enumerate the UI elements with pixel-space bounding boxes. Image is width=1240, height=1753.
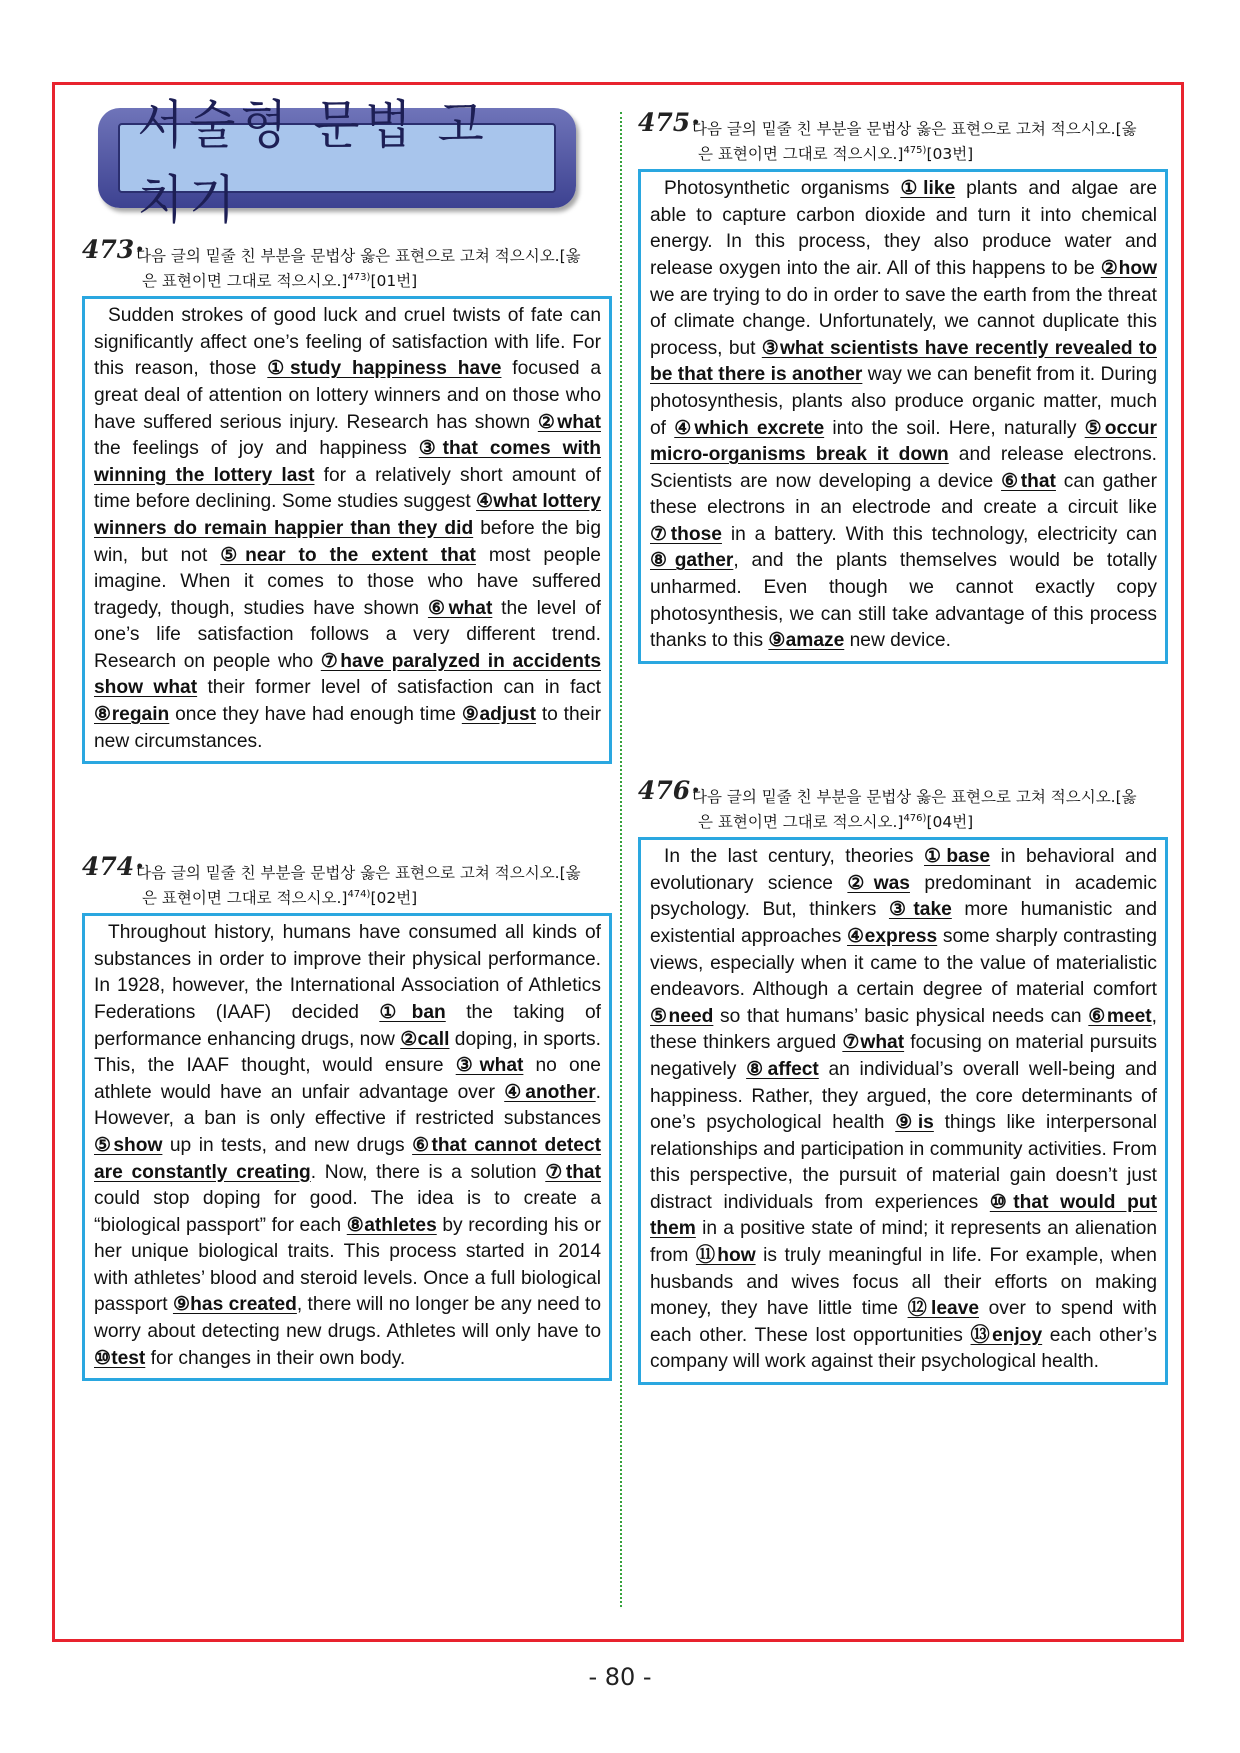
question-473 bbox=[82, 235, 612, 764]
passage-text: up in tests, and new drugs bbox=[162, 1134, 413, 1156]
underlined-blank: ⑧regain bbox=[94, 704, 170, 726]
question-475 bbox=[638, 108, 1168, 664]
instruction-line-1: 다음 글의 밑줄 친 부분을 문법상 옳은 표현으로 고쳐 적으시오.[옳 bbox=[136, 247, 581, 265]
question-tag: [01번] bbox=[370, 272, 418, 291]
underlined-blank: ⑩that would put them bbox=[650, 1191, 1157, 1240]
footnote-ref: 473) bbox=[347, 272, 371, 283]
underlined-blank: ⑬enjoy bbox=[970, 1324, 1043, 1346]
question-tag: [03번] bbox=[926, 145, 974, 164]
passage-text: could stop doping for good. The idea is to create a “biological passport” for each bbox=[94, 1188, 601, 1236]
passage-text: more humanistic and existential approaches bbox=[650, 899, 1157, 947]
underlined-blank: ①ban bbox=[379, 1001, 446, 1023]
underlined-blank: ②how bbox=[1100, 257, 1157, 279]
passage-text: in a battery. With this technology, electricity can bbox=[721, 523, 1158, 545]
passage-box bbox=[638, 169, 1168, 664]
passage-text: before the big win, but not bbox=[94, 517, 601, 566]
passage-text: over to spend with each other. These lost opportunities bbox=[650, 1298, 1157, 1346]
underlined-blank: ④another bbox=[504, 1081, 596, 1103]
underlined-blank: ⑥what bbox=[427, 597, 493, 619]
underlined-blank: ⑫leave bbox=[907, 1298, 979, 1320]
passage-text: so that humans’ basic physical needs can bbox=[713, 1005, 1089, 1027]
passage-text: their former level of satisfaction can in fact bbox=[197, 677, 601, 699]
instruction-line-2: 은 표현이면 그대로 적으시오.] bbox=[698, 813, 904, 832]
passage-text: the level of one’s life satisfaction follows a very different trend. Research on people who bbox=[94, 597, 601, 672]
question-tag: [02번] bbox=[370, 889, 418, 908]
passage-text: new device. bbox=[844, 630, 951, 652]
underlined-blank: ⑪how bbox=[695, 1245, 756, 1267]
passage-text: in a positive state of mind; it represents an alienation from bbox=[650, 1218, 1157, 1267]
underlined-blank: ②call bbox=[400, 1028, 450, 1050]
footnote-ref: 474) bbox=[347, 889, 371, 900]
passage-text: , these thinkers argued bbox=[650, 1005, 1157, 1054]
question-header bbox=[638, 108, 1168, 165]
underlined-blank: ④what lottery winners do remain happier than they did bbox=[94, 491, 601, 539]
instruction-line-1: 다음 글의 밑줄 친 부분을 문법상 옳은 표현으로 고쳐 적으시오.[옳 bbox=[692, 120, 1137, 138]
passage-text: by recording his or her unique biological traits. This process started in 2014 with athletes’ blood and steroid levels. Once a full biological passport bbox=[94, 1214, 601, 1316]
passage-text: focused a great deal of attention on lottery winners and on those who have suffered serious injury. Research has shown bbox=[94, 358, 602, 433]
passage-text: no one athlete would have an unfair advantage over bbox=[94, 1055, 601, 1103]
passage-text: . Now, there is a solution bbox=[310, 1161, 546, 1183]
passage-box bbox=[638, 837, 1168, 1385]
underlined-blank: ⑨amaze bbox=[768, 630, 845, 652]
question-number: 473 • bbox=[82, 239, 144, 261]
question-number: 475 • bbox=[638, 112, 700, 134]
passage-text: plants and algae are able to capture carbon dioxide and turn it into chemical energy. In this process, they also produce water and release oxygen into the air. All of this happens to be bbox=[650, 178, 1157, 279]
passage-text: doping, in sports. This, the IAAF thought, would ensure bbox=[94, 1028, 601, 1077]
title-banner bbox=[98, 96, 576, 231]
passage-text: we are trying to do in order to save the earth from the threat of climate change. Unfortunately, we cannot duplicate this process, but bbox=[650, 284, 1157, 359]
underlined-blank: ⑦what bbox=[842, 1032, 905, 1054]
underlined-blank: ⑧affect bbox=[746, 1058, 819, 1080]
question-tag: [04번] bbox=[926, 813, 974, 832]
passage-text: focusing on material pursuits negatively bbox=[650, 1032, 1157, 1080]
question-number: 474 • bbox=[82, 856, 144, 878]
underlined-blank: ⑨is bbox=[895, 1112, 934, 1134]
underlined-blank: ①base bbox=[924, 846, 991, 868]
underlined-blank: ②what bbox=[537, 411, 601, 433]
passage-text: in behavioral and evolutionary science bbox=[650, 846, 1158, 894]
passage-text: into the soil. Here, naturally bbox=[824, 417, 1085, 439]
passage-text: the taking of performance enhancing drugs, now bbox=[94, 1001, 601, 1050]
underlined-blank: ⑤occur micro-organisms break it down bbox=[650, 417, 1157, 466]
passage-text: can gather these electrons in an electrode and create a circuit like bbox=[650, 470, 1157, 519]
passage-text: Sudden strokes of good luck and cruel twists of fate can significantly affect one’s feeling of satisfaction with life. For this reason, those bbox=[94, 305, 601, 380]
underlined-blank: ③what bbox=[455, 1055, 524, 1077]
page-title: 서술형 문법 고치기 bbox=[137, 96, 490, 231]
underlined-blank: ⑨adjust bbox=[461, 704, 537, 726]
underlined-blank: ④which excrete bbox=[674, 417, 825, 439]
passage-text: an individual’s overall well-being and happiness. Rather, they argued, the core determinants of one’s psychological health bbox=[650, 1058, 1158, 1134]
underlined-blank: ③that comes with winning the lottery last bbox=[94, 438, 601, 486]
instruction-line-2: 은 표현이면 그대로 적으시오.] bbox=[142, 272, 348, 291]
instruction-line-2: 은 표현이면 그대로 적으시오.] bbox=[142, 889, 348, 908]
page-number: - 80 - bbox=[588, 1663, 652, 1691]
footnote-ref: 476) bbox=[903, 813, 927, 824]
underlined-blank: ⑦that bbox=[545, 1161, 601, 1183]
underlined-blank: ①like bbox=[900, 178, 956, 200]
column-divider bbox=[620, 112, 622, 1607]
question-header bbox=[82, 852, 612, 909]
passage-box bbox=[82, 913, 612, 1381]
underlined-blank: ⑧athletes bbox=[346, 1214, 437, 1236]
underlined-blank: ⑦have paralyzed in accidents show what bbox=[94, 650, 601, 699]
passage-text: each other’s company will work against their psychological health. bbox=[650, 1324, 1157, 1373]
underlined-blank: ⑥meet bbox=[1088, 1005, 1152, 1027]
passage-text: some sharply contrasting views, especially when it came to the value of materialistic endeavors. Although a certain degree of material comfort bbox=[650, 925, 1157, 1001]
underlined-blank: ⑩test bbox=[94, 1347, 146, 1369]
passage-text: , there will no longer be any need to worry about detecting new drugs. Athletes will only have to bbox=[94, 1294, 601, 1343]
question-number: 476 • bbox=[638, 780, 700, 802]
underlined-blank: ①study happiness have bbox=[267, 358, 502, 380]
underlined-blank: ⑥that bbox=[1001, 470, 1056, 492]
underlined-blank: ⑤near to the extent that bbox=[220, 544, 476, 566]
question-header bbox=[638, 776, 1168, 833]
passage-text: Photosynthetic organisms bbox=[664, 178, 901, 200]
passage-text: for a relatively short amount of time before declining. Some studies suggest bbox=[94, 464, 601, 513]
underlined-blank: ⑧gather bbox=[650, 550, 734, 572]
underlined-blank: ③take bbox=[888, 899, 952, 921]
passage-text: most people imagine. When it comes to those who have suffered tragedy, though, studies have shown bbox=[94, 544, 601, 619]
underlined-blank: ⑤need bbox=[650, 1005, 714, 1027]
passage-text: In the last century, theories bbox=[664, 846, 924, 868]
passage-box bbox=[82, 296, 612, 764]
question-474 bbox=[82, 852, 612, 1381]
underlined-blank: ②was bbox=[847, 872, 910, 894]
instruction-line-2: 은 표현이면 그대로 적으시오.] bbox=[698, 145, 904, 164]
underlined-blank: ⑦those bbox=[650, 523, 722, 545]
title-inner bbox=[118, 96, 556, 231]
underlined-blank: ⑥that cannot detect are constantly creating bbox=[94, 1134, 601, 1183]
underlined-blank: ⑨has created bbox=[172, 1294, 297, 1316]
underlined-blank: ⑤show bbox=[94, 1134, 163, 1156]
passage-text: for changes in their own body. bbox=[145, 1347, 406, 1369]
passage-text: way we can benefit from it. During photosynthesis, plants also produce organic matter, much of bbox=[650, 364, 1158, 439]
question-476 bbox=[638, 776, 1168, 1385]
passage-text: predominant in academic psychology. But, thinkers bbox=[650, 872, 1157, 921]
passage-text: Throughout history, humans have consumed all kinds of substances in order to improve their physical performance. In 1928, however, the International Association of Athletics Federations (IAAF) decided bbox=[94, 922, 601, 1023]
underlined-blank: ③what scientists have recently revealed to be that there is another bbox=[650, 337, 1157, 386]
passage-text: , and the plants themselves would be totally unharmed. Even though we cannot exactly copy photosynthesis, we can still take advantage of this process thanks to this bbox=[650, 550, 1157, 652]
passage-text: the feelings of joy and happiness bbox=[94, 438, 419, 460]
passage-text: once they have had enough time bbox=[169, 704, 462, 726]
passage-text: things like interpersonal relationships and participation in community activities. From this perspective, the pursuit of material gain doesn’t just distract individuals from experiences bbox=[650, 1112, 1157, 1213]
question-header bbox=[82, 235, 612, 292]
instruction-line-1: 다음 글의 밑줄 친 부분을 문법상 옳은 표현으로 고쳐 적으시오.[옳 bbox=[136, 864, 581, 882]
passage-text: to their new circumstances. bbox=[94, 704, 601, 752]
passage-text: . However, a ban is only effective if restricted substances bbox=[94, 1081, 601, 1130]
underlined-blank: ④express bbox=[847, 925, 938, 947]
footnote-ref: 475) bbox=[903, 145, 927, 156]
instruction-line-1: 다음 글의 밑줄 친 부분을 문법상 옳은 표현으로 고쳐 적으시오.[옳 bbox=[692, 788, 1137, 806]
passage-text: is truly meaningful in life. For example, when husbands and wives focus all their efforts on making money, they have little time bbox=[650, 1245, 1157, 1320]
passage-text: and release electrons. Scientists are now developing a device bbox=[650, 444, 1157, 492]
